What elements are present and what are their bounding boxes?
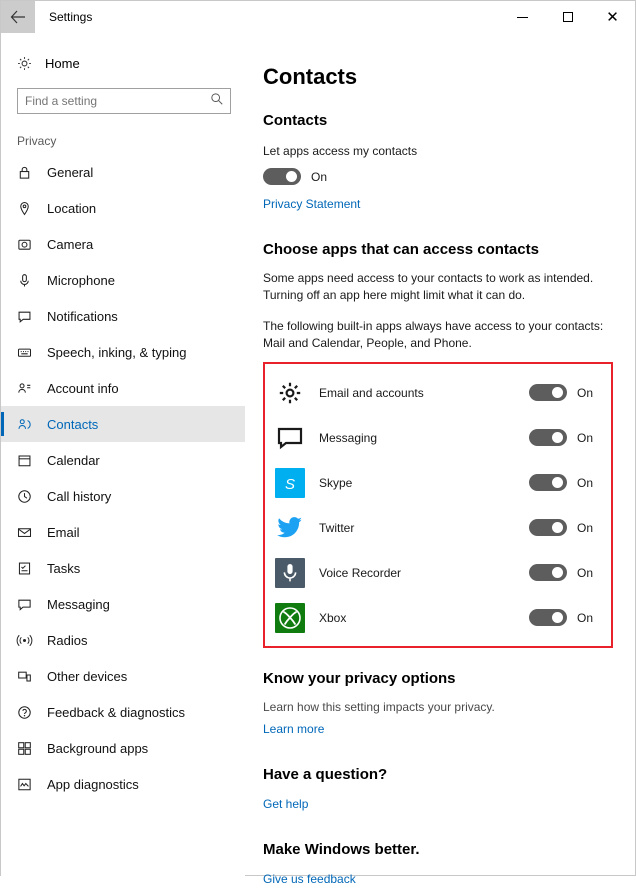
call-history-icon: [17, 489, 47, 504]
maximize-button[interactable]: [545, 1, 590, 33]
close-icon: ✕: [606, 8, 619, 26]
messaging-icon: [17, 597, 47, 612]
choose-apps-description-line1: Some apps need access to your contacts to work as intended.: [263, 271, 594, 285]
sidebar-item-call-history[interactable]: [1, 478, 245, 514]
sidebar-item-messaging[interactable]: [1, 586, 245, 622]
minimize-icon: [517, 17, 528, 18]
minimize-button[interactable]: [500, 1, 545, 33]
app-toggle-messaging[interactable]: [529, 429, 567, 446]
microphone-icon: [277, 560, 303, 586]
contacts-section-heading: Contacts: [263, 112, 328, 129]
have-a-question-heading: Have a question?: [263, 766, 388, 783]
sidebar-item-label: Call history: [47, 488, 112, 504]
sidebar-item-general[interactable]: [1, 154, 245, 190]
sidebar-item-microphone[interactable]: [1, 262, 245, 298]
envelope-icon: [17, 525, 47, 540]
app-name: Voice Recorder: [319, 565, 402, 580]
sidebar-item-camera[interactable]: [1, 226, 245, 262]
app-row-xbox: [275, 595, 603, 640]
sidebar-item-email[interactable]: [1, 514, 245, 550]
apps-access-label: Let apps access my contacts: [263, 144, 418, 158]
toggle-knob: [286, 171, 297, 182]
app-name: Skype: [319, 475, 353, 490]
sidebar-item-label: Other devices: [47, 668, 128, 684]
camera-icon: [17, 237, 47, 252]
contacts-icon: [17, 417, 47, 432]
toggle-knob: [552, 522, 563, 533]
choose-apps-description-line2: Turning off an app here might limit what it can do.: [263, 288, 526, 302]
sidebar-item-feedback-diagnostics[interactable]: [1, 694, 245, 730]
app-permission-list: [263, 362, 613, 648]
sidebar-item-location[interactable]: [1, 190, 245, 226]
tasks-icon: [17, 561, 47, 576]
app-tile-voice-recorder: [275, 558, 305, 588]
sidebar-section-label: Privacy: [17, 134, 57, 148]
title-bar: [1, 1, 635, 34]
app-name: Twitter: [319, 520, 355, 535]
app-toggle-state: On: [577, 520, 594, 535]
app-toggle-email-and-accounts[interactable]: [529, 384, 567, 401]
app-name: Xbox: [319, 610, 347, 625]
get-help-link[interactable]: Get help: [263, 797, 309, 811]
sidebar-item-label: Account info: [47, 380, 119, 396]
main-pane: [245, 34, 635, 886]
app-tile-twitter: [275, 513, 305, 543]
builtin-apps-note-line2: Mail and Calendar, People, and Phone.: [263, 336, 472, 350]
account-info-icon: [17, 381, 47, 396]
app-tile-email-and-accounts: [275, 378, 305, 408]
lock-icon: [17, 165, 47, 180]
app-name: Messaging: [319, 430, 378, 445]
search-input[interactable]: [17, 88, 231, 114]
app-tile-skype: [275, 468, 305, 498]
app-row-twitter: [275, 505, 603, 550]
gear-icon: [278, 381, 302, 405]
app-toggle-state: On: [577, 565, 594, 580]
xbox-icon: [277, 605, 303, 631]
search-icon: [210, 92, 224, 111]
skype-icon: [277, 470, 303, 496]
close-button[interactable]: [590, 1, 635, 33]
app-toggle-state: On: [577, 475, 594, 490]
app-toggle-state: On: [577, 430, 594, 445]
sidebar-item-label: Location: [47, 200, 97, 216]
sidebar-item-contacts[interactable]: [1, 406, 245, 442]
other-devices-icon: [17, 669, 47, 684]
app-toggle-state: On: [577, 610, 594, 625]
page-title: Contacts: [263, 64, 358, 89]
sidebar-item-calendar[interactable]: [1, 442, 245, 478]
gear-icon: [17, 56, 45, 71]
app-row-messaging: [275, 415, 603, 460]
maximize-icon: [563, 12, 573, 22]
sidebar-item-background-apps[interactable]: [1, 730, 245, 766]
privacy-statement-link[interactable]: Privacy Statement: [263, 197, 361, 211]
sidebar-item-other-devices[interactable]: [1, 658, 245, 694]
apps-access-toggle-state: On: [311, 169, 328, 184]
app-row-voice-recorder: [275, 550, 603, 595]
give-us-feedback-link[interactable]: Give us feedback: [263, 872, 356, 886]
privacy-options-heading: Know your privacy options: [263, 670, 456, 687]
sidebar-item-label: Email: [47, 524, 80, 540]
sidebar-item-label: Contacts: [47, 416, 99, 432]
radios-icon: [17, 633, 47, 648]
notification-icon: [17, 309, 47, 324]
search-box[interactable]: [17, 88, 231, 114]
sidebar-item-home[interactable]: [1, 48, 245, 78]
back-arrow-icon: [10, 10, 26, 24]
app-tile-xbox: [275, 603, 305, 633]
app-row-email-and-accounts: [275, 370, 603, 415]
sidebar-item-speech-inking-typing[interactable]: [1, 334, 245, 370]
toggle-knob: [552, 477, 563, 488]
make-windows-better-heading: Make Windows better.: [263, 841, 420, 858]
sidebar-item-label: App diagnostics: [47, 776, 139, 792]
app-toggle-xbox[interactable]: [529, 609, 567, 626]
sidebar-item-label: Feedback & diagnostics: [47, 704, 186, 720]
sidebar-item-radios[interactable]: [1, 622, 245, 658]
svg-text:S: S: [284, 475, 296, 493]
location-pin-icon: [17, 201, 47, 216]
background-apps-icon: [17, 741, 47, 756]
app-toggle-voice-recorder[interactable]: [529, 564, 567, 581]
sidebar-item-label: Camera: [47, 236, 94, 252]
app-diagnostics-icon: [17, 777, 47, 792]
toggle-knob: [552, 387, 563, 398]
sidebar-item-label: Microphone: [47, 272, 115, 288]
sidebar-item-account-info[interactable]: [1, 370, 245, 406]
calendar-icon: [17, 453, 47, 468]
toggle-knob: [552, 612, 563, 623]
sidebar-item-tasks[interactable]: [1, 550, 245, 586]
privacy-options-text: Learn how this setting impacts your privacy.: [263, 700, 495, 714]
app-name: Email and accounts: [319, 385, 424, 400]
app-row-skype: [275, 460, 603, 505]
apps-access-toggle-row[interactable]: [263, 168, 613, 185]
window-controls: [500, 1, 635, 33]
sidebar-item-label: Radios: [47, 632, 88, 648]
app-toggle-twitter[interactable]: [529, 519, 567, 536]
apps-access-toggle[interactable]: [263, 168, 301, 185]
twitter-bird-icon: [276, 515, 304, 541]
sidebar-item-app-diagnostics[interactable]: [1, 766, 245, 802]
choose-apps-heading: Choose apps that can access contacts: [263, 241, 539, 258]
app-tile-messaging: [275, 423, 305, 453]
feedback-icon: [17, 705, 47, 720]
speech-icon: [17, 345, 47, 360]
sidebar-item-label: Notifications: [47, 308, 118, 324]
sidebar-item-label: Background apps: [47, 740, 149, 756]
sidebar: [1, 34, 245, 877]
sidebar-item-label: General: [47, 164, 94, 180]
window-content: [1, 34, 635, 886]
toggle-knob: [552, 432, 563, 443]
sidebar-item-label: Messaging: [47, 596, 110, 612]
sidebar-item-notifications[interactable]: [1, 298, 245, 334]
app-toggle-state: On: [577, 385, 594, 400]
app-toggle-skype[interactable]: [529, 474, 567, 491]
learn-more-link[interactable]: Learn more: [263, 722, 325, 736]
sidebar-item-label: Speech, inking, & typing: [47, 344, 187, 360]
microphone-icon: [17, 273, 47, 288]
builtin-apps-note-line1: The following built-in apps always have access to your contacts:: [263, 319, 604, 333]
back-button[interactable]: [1, 1, 35, 33]
speech-bubble-icon: [277, 426, 303, 450]
sidebar-item-label: Calendar: [47, 452, 100, 468]
sidebar-home-label: Home: [45, 55, 80, 71]
sidebar-item-label: Tasks: [47, 560, 81, 576]
window-title: Settings: [49, 10, 93, 24]
toggle-knob: [552, 567, 563, 578]
